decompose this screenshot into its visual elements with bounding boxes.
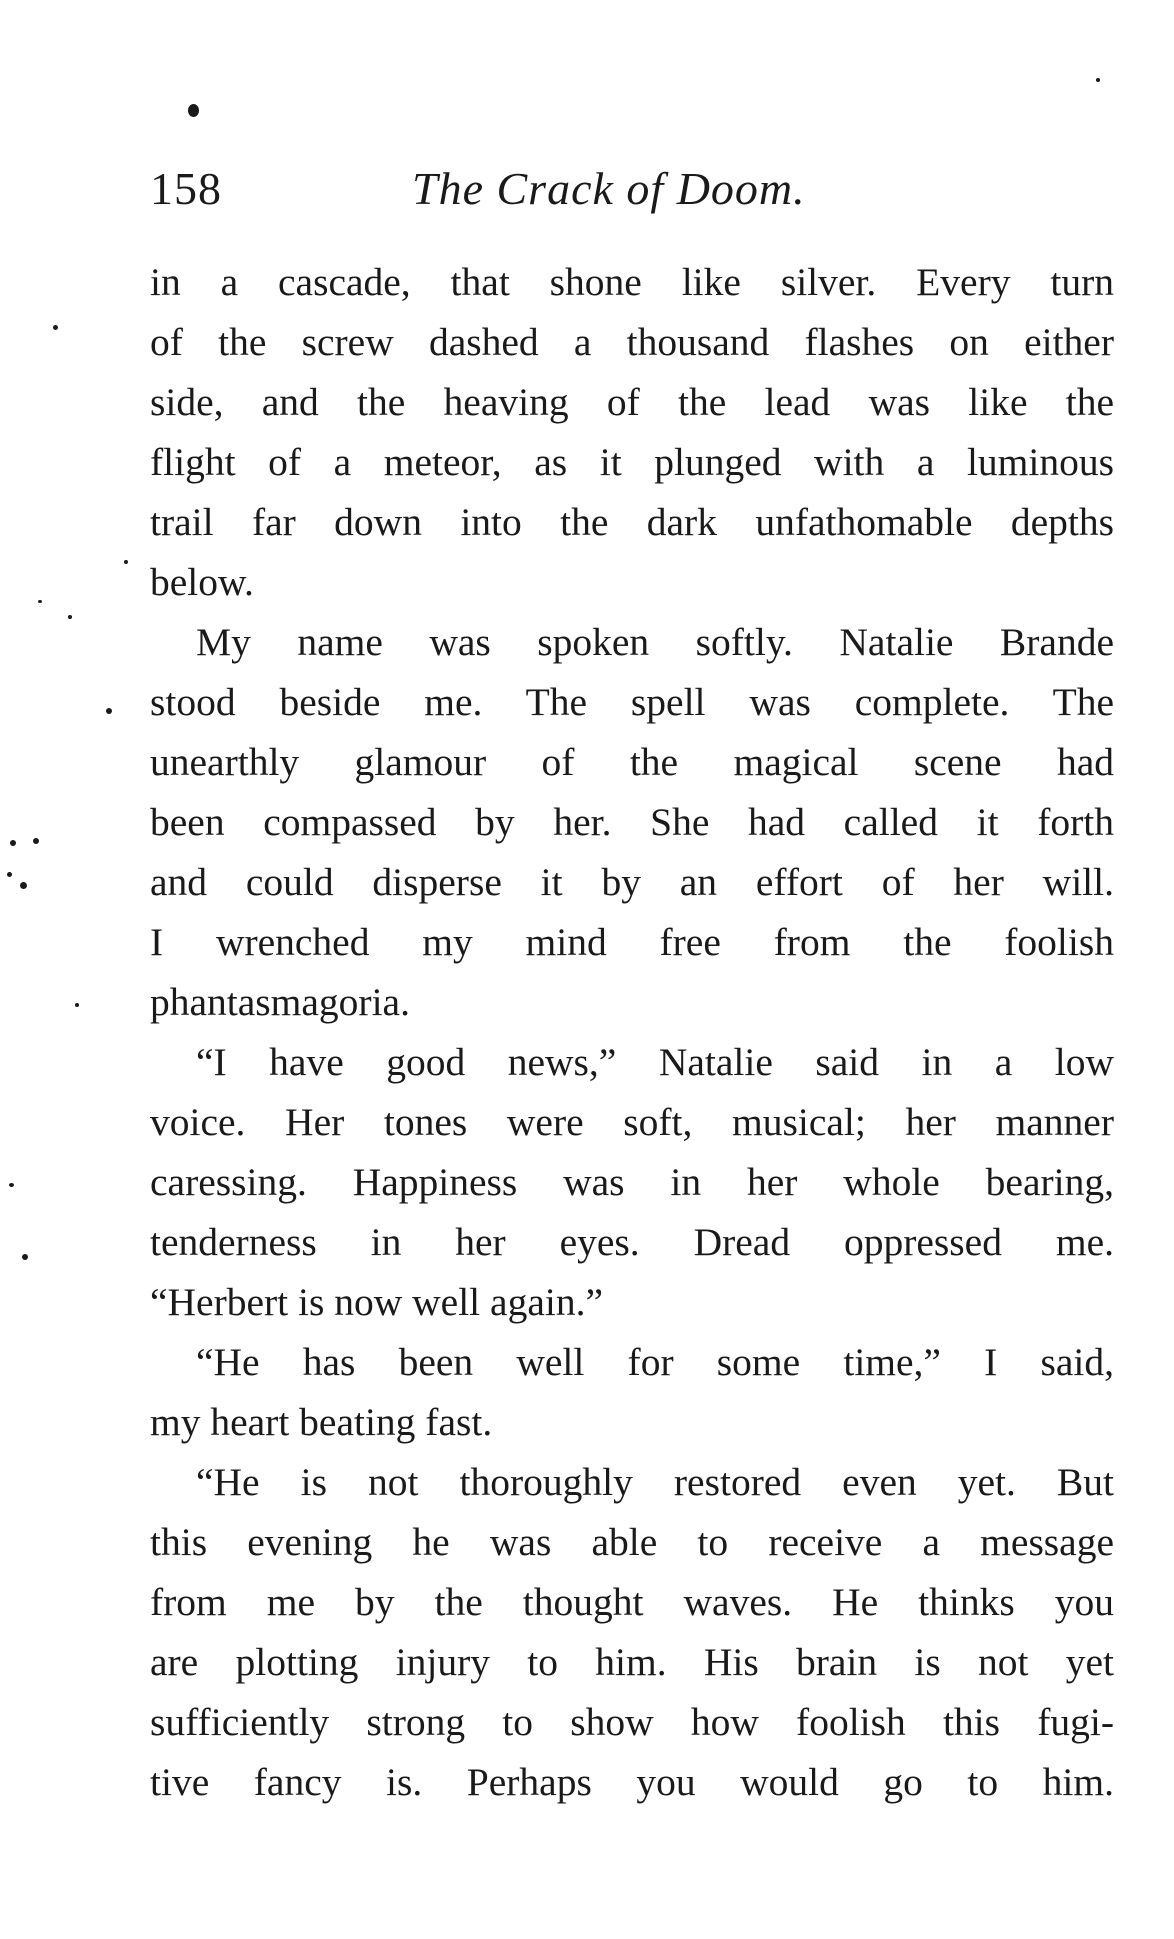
text-line: “I have good news,” Natalie said in a low bbox=[196, 1040, 1114, 1084]
page-number: 158 bbox=[150, 163, 222, 214]
text-line: “He is not thoroughly restored even yet. But bbox=[196, 1460, 1114, 1504]
text-line: tive fancy is. Perhaps you would go to him. bbox=[150, 1760, 1114, 1804]
scan-speck bbox=[7, 872, 12, 877]
text-line: this evening he was able to receive a message bbox=[150, 1520, 1114, 1564]
text-line: voice. Her tones were soft, musical; her manner bbox=[150, 1100, 1114, 1144]
scan-speck bbox=[106, 708, 112, 714]
running-title: The Crack of Doom. bbox=[412, 163, 806, 214]
text-line: below. bbox=[150, 560, 254, 604]
text-line: caressing. Happiness was in her whole bearing, bbox=[150, 1160, 1114, 1204]
text-line: my heart beating fast. bbox=[150, 1400, 493, 1444]
scan-speck bbox=[22, 1254, 28, 1260]
scan-speck bbox=[38, 600, 42, 603]
text-line: “He has been well for some time,” I said, bbox=[196, 1340, 1114, 1384]
text-line: from me by the thought waves. He thinks you bbox=[150, 1580, 1114, 1624]
body-text bbox=[150, 252, 1114, 1812]
scan-speck bbox=[9, 1183, 14, 1187]
text-line: are plotting injury to him. His brain is not yet bbox=[150, 1640, 1114, 1684]
scan-speck bbox=[20, 882, 27, 889]
text-line: been compassed by her. She had called it forth bbox=[150, 800, 1114, 844]
scan-speck bbox=[68, 615, 72, 619]
text-line: tenderness in her eyes. Dread oppressed me. bbox=[150, 1220, 1114, 1264]
text-line: of the screw dashed a thousand flashes on either bbox=[150, 320, 1114, 364]
text-line: phantasmagoria. bbox=[150, 980, 410, 1024]
scan-speck bbox=[124, 560, 128, 564]
text-line: side, and the heaving of the lead was like the bbox=[150, 380, 1114, 424]
scan-speck bbox=[188, 104, 199, 117]
scan-speck bbox=[1096, 78, 1100, 82]
text-line: flight of a meteor, as it plunged with a luminous bbox=[150, 440, 1114, 484]
scan-speck bbox=[75, 1003, 79, 1007]
text-line: trail far down into the dark unfathomable depths bbox=[150, 500, 1114, 544]
text-line: and could disperse it by an effort of her will. bbox=[150, 860, 1114, 904]
text-line: My name was spoken softly. Natalie Brande bbox=[196, 620, 1114, 664]
scan-speck bbox=[53, 325, 58, 330]
text-line: in a cascade, that shone like silver. Every turn bbox=[150, 260, 1114, 304]
text-line: I wrenched my mind free from the foolish bbox=[150, 920, 1114, 964]
text-line: stood beside me. The spell was complete. The bbox=[150, 680, 1114, 724]
page-header bbox=[150, 162, 1110, 222]
text-line: unearthly glamour of the magical scene had bbox=[150, 740, 1114, 784]
text-line: “Herbert is now well again.” bbox=[150, 1280, 603, 1324]
scan-speck bbox=[33, 838, 39, 844]
text-line: sufficiently strong to show how foolish this fugi- bbox=[150, 1700, 1114, 1744]
scan-speck bbox=[10, 840, 16, 846]
